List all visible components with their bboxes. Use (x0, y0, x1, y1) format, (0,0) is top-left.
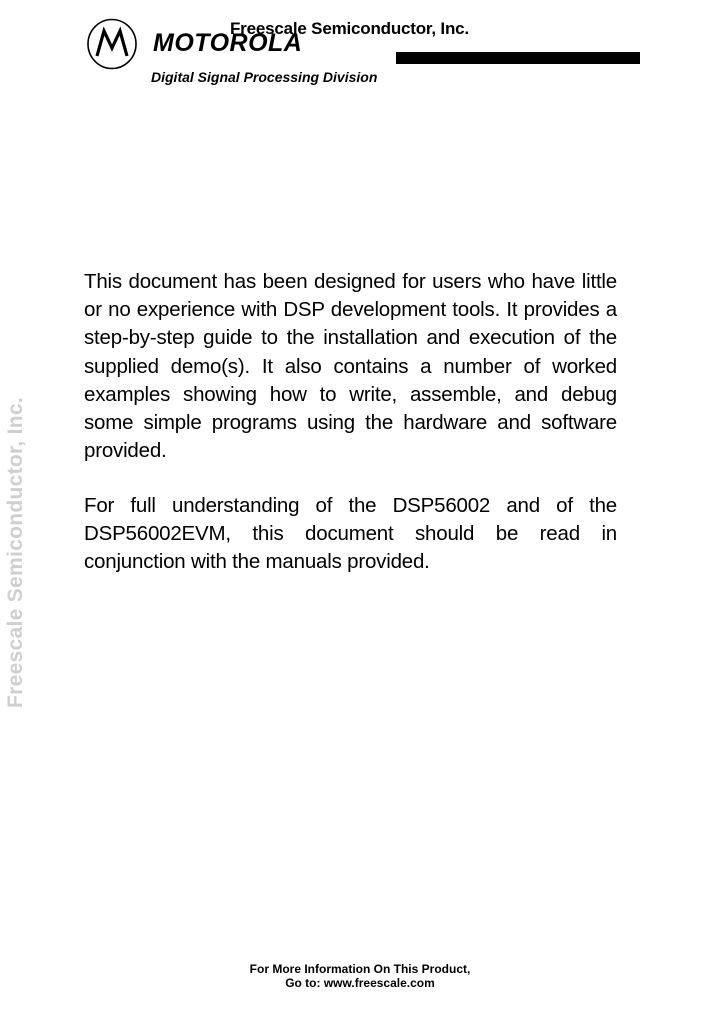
footer-line-url: Go to: www.freescale.com (285, 976, 435, 990)
reading-note-paragraph: For full understanding of the DSP56002 and of the DSP56002EVM, this document should be read in conjunction with the manuals provided. (84, 494, 617, 574)
header-rule (396, 52, 640, 64)
brand-wordmark: MOTOROLA (153, 29, 303, 57)
side-watermark: Freescale Semiconductor, Inc. (4, 397, 27, 708)
motorola-logo-icon (86, 18, 138, 70)
intro-paragraph: This document has been designed for users who have little or no experience with DSP development tools. It provides a step-by-step guide to the installation and execution of the supplied demo(s). It also contains a number of worked examples showing how to write, assemble, and debug some simple programs using the hardware and software provided. (84, 270, 617, 463)
company-name: Freescale Semiconductor, Inc. (230, 19, 469, 38)
division-name: Digital Signal Processing Division (151, 69, 378, 85)
footer-line-info: For More Information On This Product, (249, 962, 471, 976)
page-footer (0, 962, 720, 990)
